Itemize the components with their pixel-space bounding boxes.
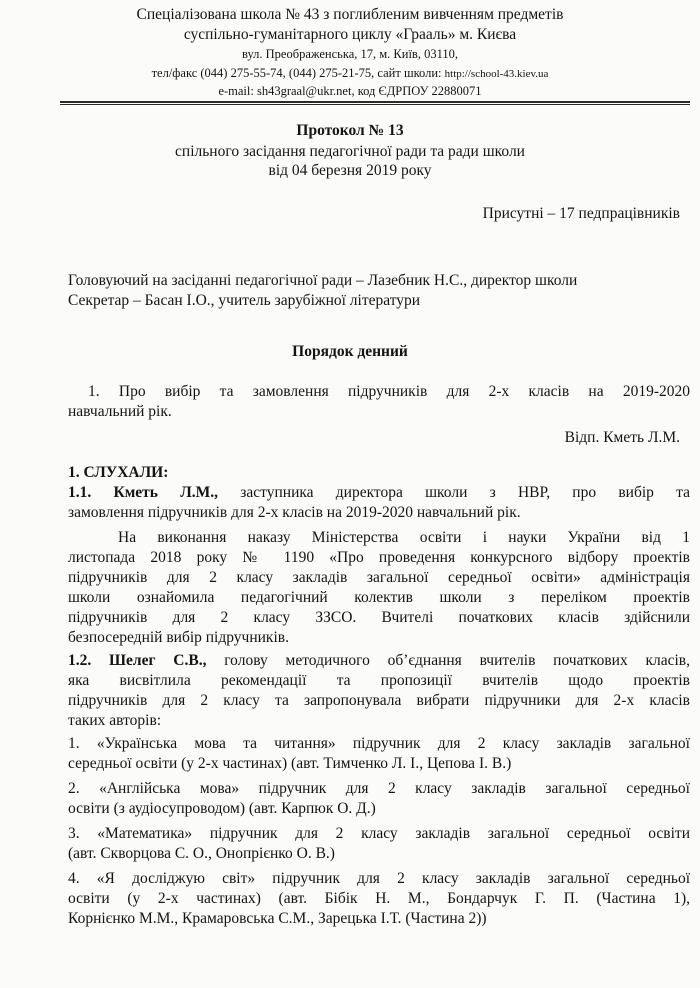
secretary-line: Секретар – Басан І.О., учитель зарубіжної літератури: [68, 292, 421, 309]
contacts-phone: тел/факс (044) 275-55-74, (044) 275-21-75, сайт школи:: [151, 66, 445, 80]
speaker-1-line: [68, 484, 690, 502]
book-1-line-1: 1. «Українська мова та читання» підручник для 2 класу закладів загальної: [68, 735, 690, 752]
order-para-line-3: підручників для 2 класу закладів загальної середньої освіти» адміністрація: [68, 569, 690, 586]
header-rule: [60, 101, 690, 103]
order-para-line-6: безпосередній вибір підручників.: [68, 629, 289, 646]
speaker-2-line-4: таких авторів:: [68, 712, 162, 729]
speaker-1-name: 1.1. Кметь Л.М.,: [68, 484, 219, 501]
header-rule-thin: [60, 104, 690, 105]
book-4-line-1: 4. «Я досліджую світ» підручник для 2 класу закладів загальної середньої: [68, 870, 690, 887]
order-para-line-4: школи ознайомила педагогічний колектив школи з переліком проектів: [68, 589, 690, 606]
school-address: вул. Преображенська, 17, м. Київ, 03110,: [241, 47, 458, 61]
speaker-1-line-2: замовлення підручників для 2-х класів на 2019-2020 навчальний рік.: [68, 504, 521, 521]
speaker-2-line: [68, 652, 690, 670]
chair-line: Головуючий на засіданні педагогічної ради – Лазебник Н.С., директор школи: [68, 272, 578, 289]
protocol-title: Протокол № 13: [296, 122, 404, 139]
speaker-1-role: заступника директора школи з НВР, про вибір та: [218, 484, 690, 501]
school-name-line: Спеціалізована школа № 43 з поглибленим вивченням предметів: [136, 6, 564, 23]
book-2-line-2: освіти (з аудіосупроводом) (авт. Карпюк О. Д.): [68, 800, 376, 817]
book-3-line-1: 3. «Математика» підручник для 2 класу закладів загальної середньої освіти: [68, 825, 690, 842]
school-email: e-mail: sh43graal@ukr.net, код ЄДРПОУ 22880071: [218, 84, 482, 98]
book-3-line-2: (авт. Скворцова С. О., Онопрієнко О. В.): [68, 845, 335, 862]
agenda-heading: Порядок денний: [292, 343, 408, 360]
school-website: http://school-43.kiev.ua: [444, 68, 549, 80]
agenda-item-1: 1. Про вибір та замовлення підручників для 2-х класів на 2019-2020: [88, 383, 690, 400]
protocol-subtitle: спільного засідання педагогічної ради та ради школи: [175, 143, 525, 160]
agenda-responsible: Відп. Кметь Л.М.: [564, 429, 680, 446]
book-4-line-2: освіти (у 2-х частинах) (авт. Бібік Н. М., Бондарчук Г. П. (Частина 1),: [68, 890, 690, 907]
speaker-2-line-3: підручників для 2 класу та запропонувала вибрати підручники для 2-х класів: [68, 692, 690, 709]
speaker-2-role: голову методичного об’єднання вчителів початкових класів,: [206, 652, 690, 669]
order-para-line-1: На виконання наказу Міністерства освіти і науки України від 1: [118, 529, 690, 546]
school-name-line-2: суспільно-гуманітарного циклу «Грааль» м. Києва: [183, 26, 517, 43]
listened-heading: 1. СЛУХАЛИ:: [68, 464, 169, 481]
protocol-date: від 04 березня 2019 року: [268, 162, 432, 179]
book-1-line-2: середньої освіти (у 2-х частинах) (авт. Тимченко Л. І., Цепова І. В.): [68, 755, 512, 772]
agenda-item-1-cont: навчальний рік.: [68, 403, 172, 420]
present-count: Присутні – 17 педпрацівників: [482, 205, 680, 222]
speaker-2-name: 1.2. Шелег С.В.,: [68, 652, 207, 669]
book-2-line-1: 2. «Англійська мова» підручник для 2 класу закладів загальної середньої: [68, 780, 690, 797]
school-contacts: [0, 66, 700, 81]
order-para-line-5: підручників для 2 класу ЗЗСО. Вчителі початкових класів здійснили: [68, 609, 690, 626]
order-para-line-2: листопада 2018 року № 1190 «Про проведення конкурсного відбору проектів: [68, 549, 690, 566]
book-4-line-3: Корнієнко М.М., Крамаровська С.М., Зарецька І.Т. (Частина 2)): [68, 910, 487, 927]
speaker-2-line-2: яка висвітлила рекомендації та пропозиції вчителів щодо проектів: [68, 672, 690, 689]
